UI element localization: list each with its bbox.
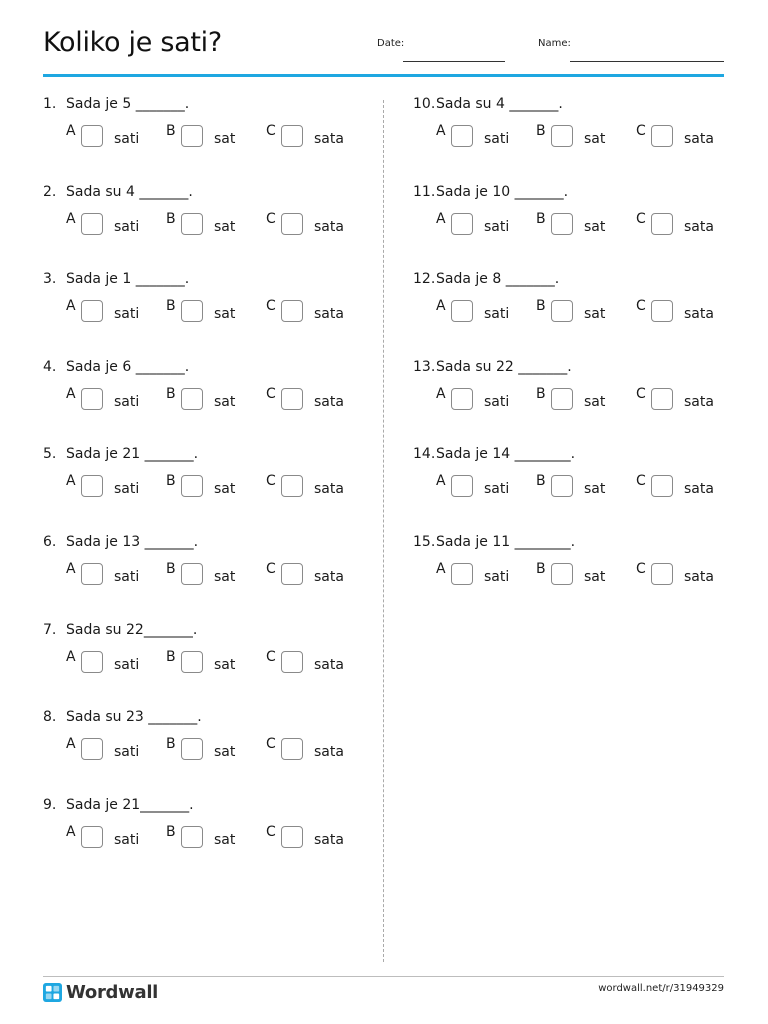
answer-checkbox[interactable] [81,826,103,848]
option-word: sat [214,218,236,235]
answer-checkbox[interactable] [81,125,103,147]
answer-checkbox[interactable] [551,300,573,322]
option-letter: B [166,123,176,139]
question-text [43,534,198,550]
answer-checkbox[interactable] [551,388,573,410]
question-prompt: Sada je 1 _______. [66,271,190,288]
answer-checkbox[interactable] [81,475,103,497]
option-word: sati [484,131,510,147]
answer-checkbox[interactable] [181,826,203,848]
question-prompt: Sada su 23 _______. [66,709,202,726]
page-title: Koliko je sati? [43,27,222,58]
option-word: sat [214,481,236,498]
answer-checkbox[interactable] [181,213,203,235]
question-text [43,96,189,112]
option-letter: C [266,823,276,840]
answer-checkbox[interactable] [281,563,303,585]
wordwall-logo-icon [43,983,62,1002]
question-prompt: Sada je 11 ________. [436,534,576,550]
option-word: sat [584,218,606,235]
question-item [43,622,363,692]
option-word: sata [684,131,714,147]
option-word: sat [214,656,236,673]
question-prompt: Sada je 13 _______. [66,534,199,550]
option-word: sat [214,744,236,761]
question-prompt: Sada su 22 _______. [436,358,572,375]
question-prompt: Sada je 14 ________. [436,446,576,463]
option-letter: A [436,298,446,315]
question-number: 14. [413,446,436,463]
option-letter: B [536,385,546,402]
footer-url[interactable]: wordwall.net/r/31949329 [598,983,724,994]
question-text [43,622,197,638]
answer-checkbox[interactable] [281,651,303,673]
answer-checkbox[interactable] [451,475,473,497]
answer-checkbox[interactable] [181,738,203,760]
question-text [413,359,572,375]
question-text [43,709,202,725]
option-word: sati [114,744,140,761]
option-letter: B [536,298,546,315]
option-word: sat [214,831,236,848]
question-prompt: Sada je 8 _______. [436,271,560,288]
question-text [413,446,575,462]
question-number: 13. [413,358,436,375]
option-letter: B [536,561,546,577]
option-word: sati [114,131,140,147]
answer-checkbox[interactable] [81,300,103,322]
question-number: 8. [43,709,57,726]
answer-checkbox[interactable] [281,475,303,497]
option-letter: C [266,210,276,227]
answer-checkbox[interactable] [451,125,473,147]
question-item [413,534,733,604]
answer-checkbox[interactable] [651,300,673,322]
option-word: sata [684,481,714,498]
option-letter: A [66,561,76,577]
question-number: 6. [43,534,57,550]
option-word: sat [584,481,606,498]
answer-checkbox[interactable] [451,563,473,585]
answer-checkbox[interactable] [281,213,303,235]
option-word: sat [214,569,236,585]
option-letter: C [636,561,646,577]
question-item [43,709,363,779]
option-letter: A [436,123,446,139]
answer-checkbox[interactable] [281,125,303,147]
answer-checkbox[interactable] [651,213,673,235]
option-letter: A [436,210,446,227]
option-letter: C [266,648,276,665]
question-number: 1. [43,96,57,112]
answer-checkbox[interactable] [451,213,473,235]
option-word: sati [114,218,140,235]
question-item [413,96,733,166]
question-item [413,359,733,429]
option-word: sati [114,569,140,585]
answer-checkbox[interactable] [551,475,573,497]
option-word: sata [314,393,344,410]
question-prompt: Sada je 5 _______. [66,96,190,112]
date-field[interactable] [403,61,505,62]
option-word: sati [114,306,140,323]
option-letter: C [636,210,646,227]
question-item [43,96,363,166]
answer-checkbox[interactable] [281,738,303,760]
option-letter: C [266,561,276,577]
question-item [43,359,363,429]
option-letter: A [436,385,446,402]
header-rule [43,74,724,77]
question-prompt: Sada je 21 _______. [66,446,199,463]
option-word: sati [114,481,140,498]
question-text [43,446,198,462]
answer-checkbox[interactable] [551,563,573,585]
question-item [413,184,733,254]
question-item [43,797,363,867]
option-letter: B [166,736,176,753]
option-word: sata [314,481,344,498]
option-word: sat [214,131,236,147]
option-letter: C [636,298,646,315]
column-divider [383,100,384,962]
option-letter: B [166,210,176,227]
option-letter: B [166,385,176,402]
question-prompt: Sada su 22_______. [66,621,198,638]
question-number: 15. [413,534,436,550]
option-letter: B [166,473,176,490]
question-number: 11. [413,183,436,200]
option-letter: A [66,385,76,402]
answer-checkbox[interactable] [281,388,303,410]
option-word: sati [484,569,510,585]
option-letter: B [536,210,546,227]
option-letter: A [66,648,76,665]
option-letter: B [166,561,176,577]
answer-checkbox[interactable] [181,125,203,147]
answer-checkbox[interactable] [81,651,103,673]
question-number: 4. [43,358,57,375]
answer-checkbox[interactable] [181,388,203,410]
answer-checkbox[interactable] [651,125,673,147]
option-word: sati [114,656,140,673]
option-word: sata [314,306,344,323]
option-letter: B [536,473,546,490]
question-item [43,271,363,341]
question-text [413,96,563,112]
answer-checkbox[interactable] [81,213,103,235]
question-prompt: Sada je 10 _______. [436,183,569,200]
question-item [43,184,363,254]
option-letter: A [66,123,76,139]
option-word: sata [314,218,344,235]
question-text [43,271,189,287]
question-text [43,184,193,200]
option-word: sata [314,569,344,585]
option-letter: C [266,123,276,139]
answer-checkbox[interactable] [551,213,573,235]
name-label: Name: [538,38,571,49]
option-word: sata [314,831,344,848]
option-letter: C [266,473,276,490]
option-word: sati [484,306,510,323]
question-item [43,446,363,516]
question-number: 5. [43,446,57,463]
option-letter: C [636,385,646,402]
footer-rule [43,976,724,977]
option-word: sata [684,306,714,323]
option-letter: A [66,473,76,490]
question-text [413,184,568,200]
option-word: sata [684,218,714,235]
option-letter: A [436,473,446,490]
question-number: 12. [413,271,436,288]
option-word: sat [214,306,236,323]
option-word: sat [584,393,606,410]
question-text [413,271,559,287]
option-letter: B [536,123,546,139]
option-word: sati [484,481,510,498]
option-word: sata [684,569,714,585]
option-word: sat [584,306,606,323]
option-letter: C [636,473,646,490]
option-word: sata [314,744,344,761]
answer-checkbox[interactable] [81,388,103,410]
answer-checkbox[interactable] [181,300,203,322]
option-word: sata [314,131,344,147]
question-text [43,359,189,375]
option-word: sati [114,393,140,410]
option-word: sat [214,393,236,410]
option-letter: C [266,298,276,315]
option-letter: A [66,736,76,753]
option-word: sata [684,393,714,410]
option-letter: C [266,385,276,402]
question-number: 10. [413,96,436,112]
question-item [413,446,733,516]
question-prompt: Sada su 4 _______. [66,183,193,200]
answer-checkbox[interactable] [181,563,203,585]
date-label: Date: [377,38,405,49]
option-letter: B [166,648,176,665]
question-number: 2. [43,183,57,200]
answer-checkbox[interactable] [651,563,673,585]
option-letter: A [66,210,76,227]
answer-checkbox[interactable] [551,125,573,147]
name-field[interactable] [570,61,724,62]
answer-checkbox[interactable] [281,826,303,848]
answer-checkbox[interactable] [651,475,673,497]
option-word: sata [314,656,344,673]
question-prompt: Sada su 4 _______. [436,96,563,112]
answer-checkbox[interactable] [451,388,473,410]
option-word: sati [484,218,510,235]
option-letter: B [166,823,176,840]
answer-checkbox[interactable] [651,388,673,410]
question-number: 9. [43,796,57,813]
answer-checkbox[interactable] [451,300,473,322]
question-number: 7. [43,621,57,638]
question-text [413,534,575,550]
logo-text: Wordwall [66,981,159,1003]
option-letter: A [66,823,76,840]
option-word: sat [584,131,606,147]
option-letter: C [266,736,276,753]
question-prompt: Sada je 6 _______. [66,358,190,375]
question-item [43,534,363,604]
option-letter: A [436,561,446,577]
answer-checkbox[interactable] [181,651,203,673]
question-prompt: Sada je 21_______. [66,796,194,813]
answer-checkbox[interactable] [281,300,303,322]
wordwall-logo [43,982,158,1002]
answer-checkbox[interactable] [81,738,103,760]
option-letter: B [166,298,176,315]
question-text [43,797,194,813]
question-item [413,271,733,341]
option-word: sat [584,569,606,585]
option-word: sati [114,831,140,848]
option-letter: A [66,298,76,315]
answer-checkbox[interactable] [81,563,103,585]
question-number: 3. [43,271,57,288]
option-word: sati [484,393,510,410]
answer-checkbox[interactable] [181,475,203,497]
option-letter: C [636,123,646,139]
